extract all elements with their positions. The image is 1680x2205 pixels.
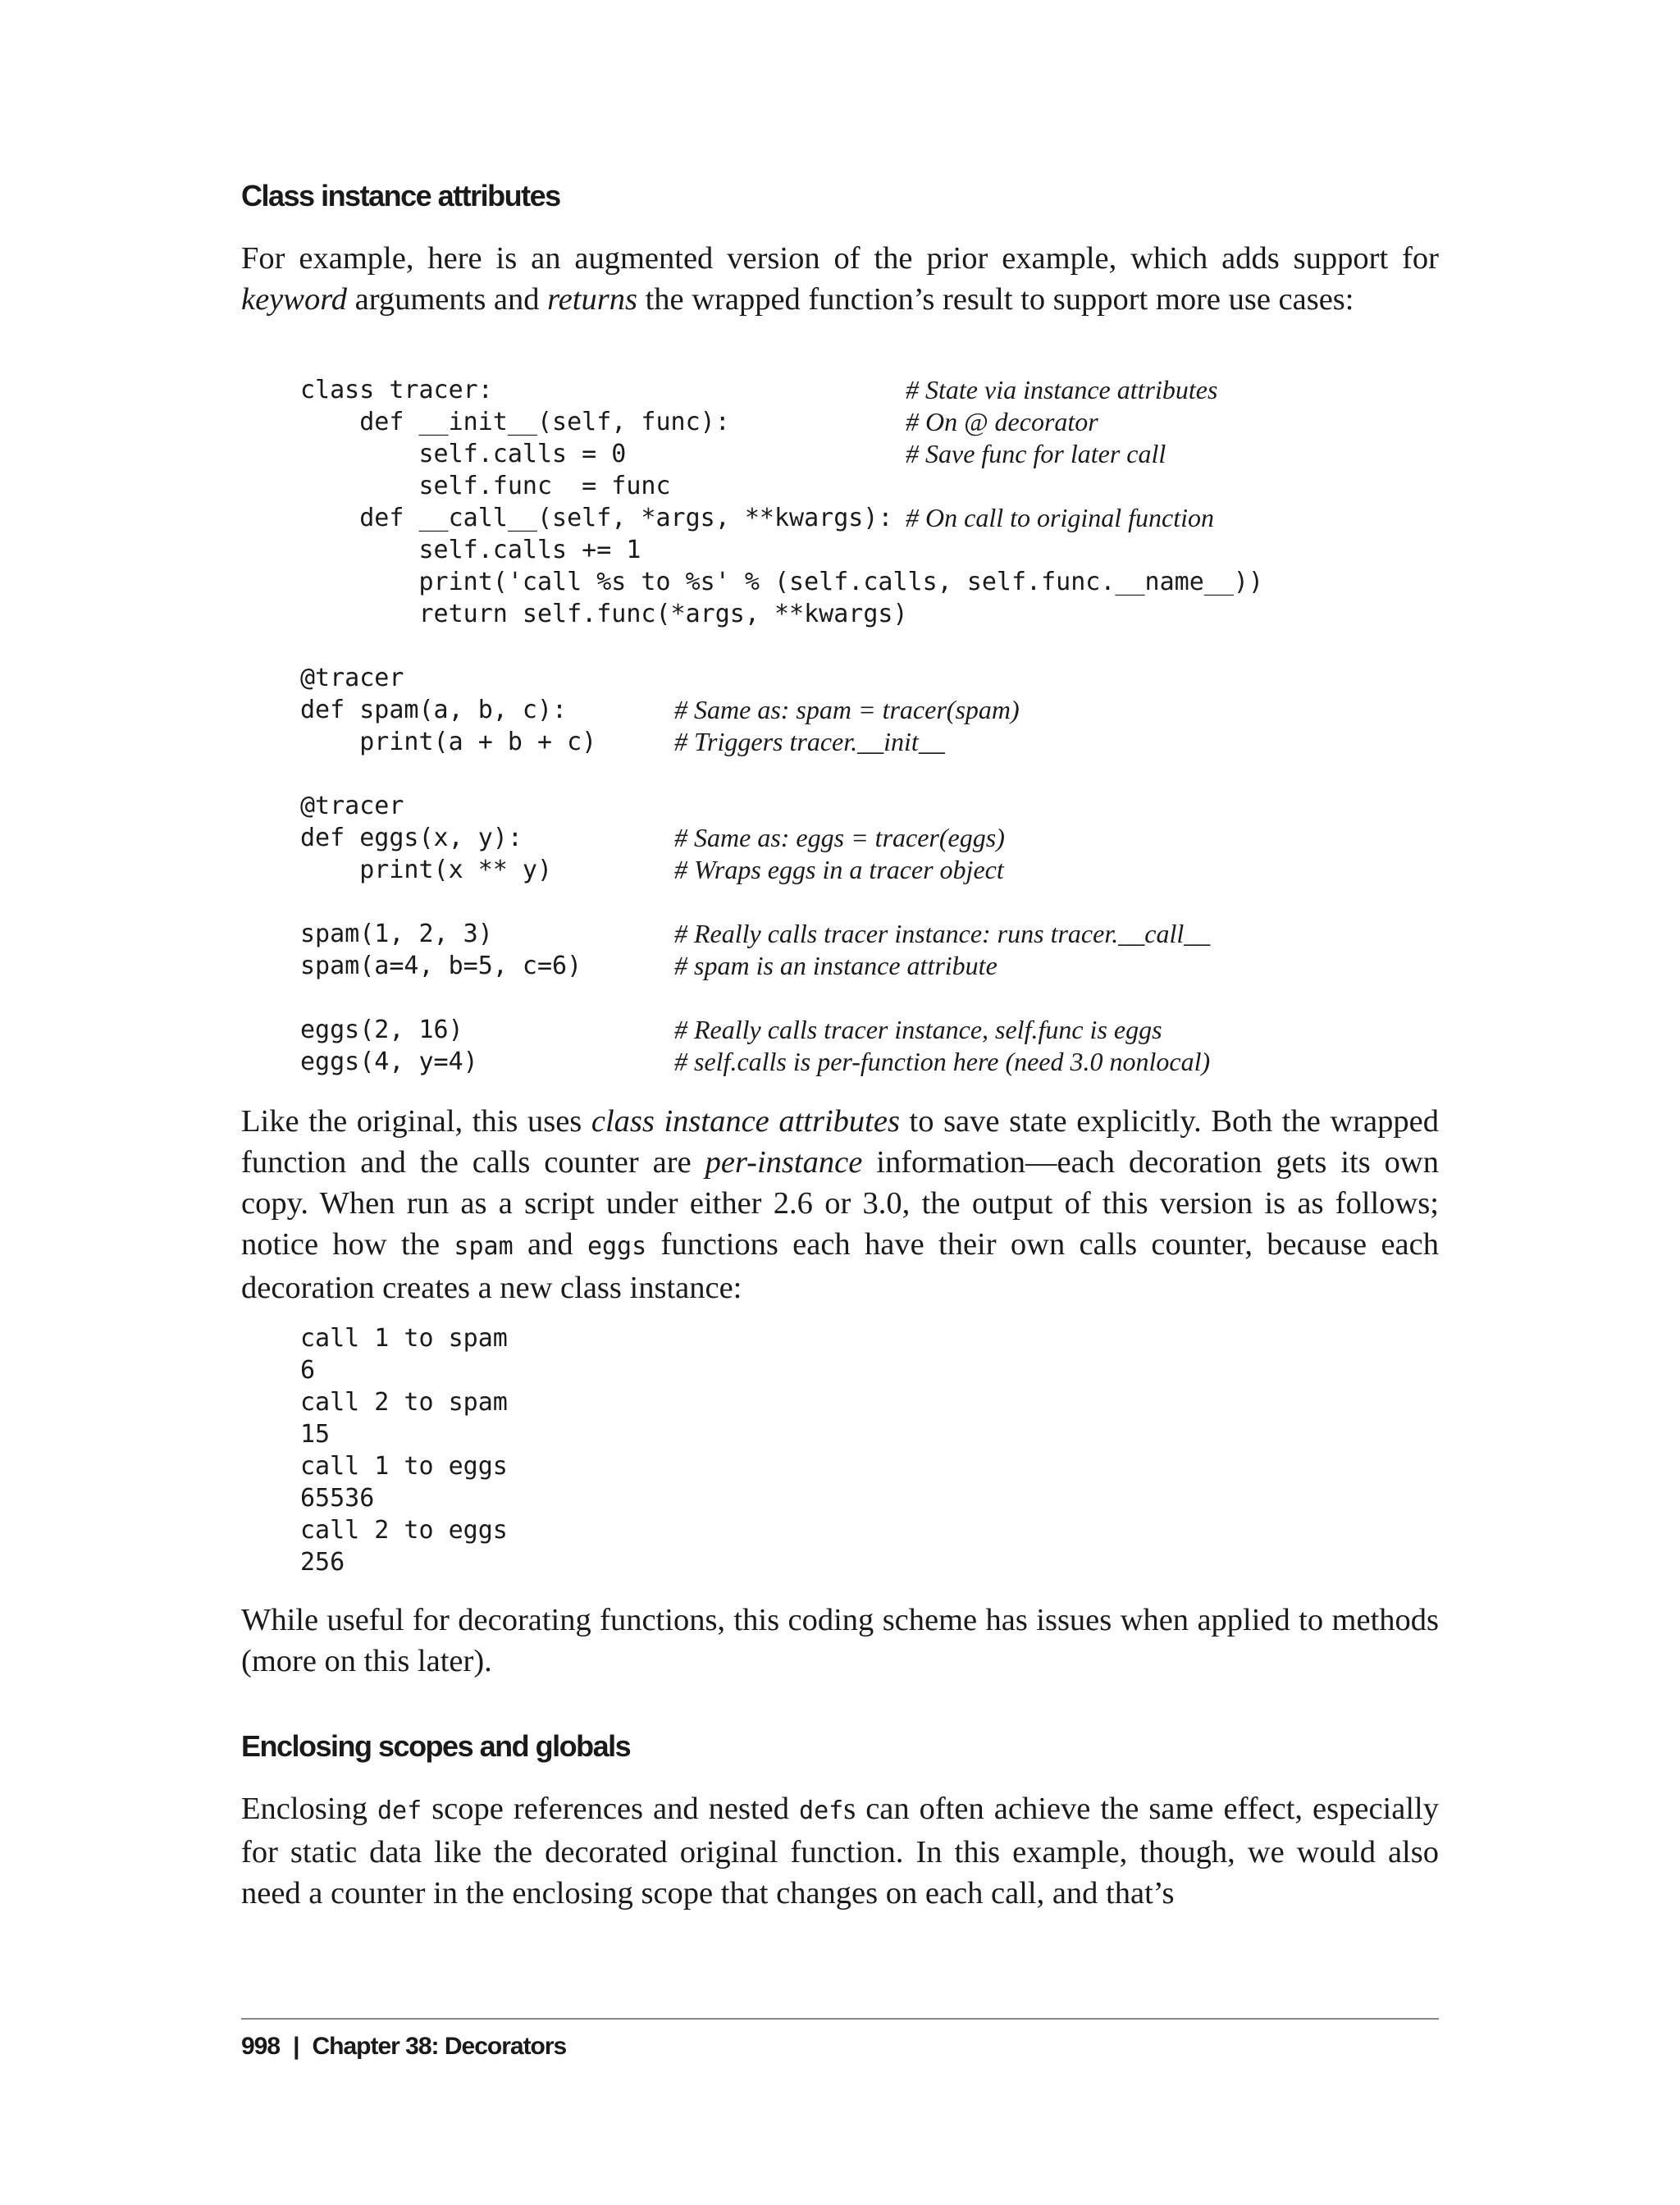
code-text: return self.func(*args, **kwargs) <box>300 600 908 628</box>
code-line <box>300 758 1263 790</box>
code-comment: # Triggers tracer.__init__ <box>674 727 945 756</box>
inline-code-def: def <box>377 1796 422 1825</box>
code-comment: # Same as: eggs = tracer(eggs) <box>674 823 1005 852</box>
text-span: s can often achieve the same effect, especially for static data like the decorated original function. In this example, though, we would also need a counter in the enclosing scope that changes on each call, and that’s <box>241 1792 1439 1911</box>
italic-per-instance: per-instance <box>705 1145 863 1180</box>
page-number: 998 <box>241 2033 281 2060</box>
code-line <box>300 950 1263 982</box>
code-line <box>300 1014 1263 1046</box>
section-heading-class-instance-attributes: Class instance attributes <box>241 179 560 212</box>
page-footer <box>241 2033 566 2061</box>
output-line: call 1 to spam <box>300 1324 508 1353</box>
code-text: eggs(2, 16) <box>300 1016 463 1044</box>
code-comment: # Wraps eggs in a tracer object <box>674 855 1004 884</box>
footer-rule <box>241 2018 1439 2020</box>
text-span: and <box>513 1227 587 1262</box>
code-text: def eggs(x, y): <box>300 824 523 852</box>
code-text: def __init__(self, func): <box>300 408 730 436</box>
code-text: print(x ** y) <box>300 856 553 884</box>
code-text: spam(1, 2, 3) <box>300 920 493 948</box>
code-text: eggs(4, y=4) <box>300 1048 478 1076</box>
output-line: 256 <box>300 1548 345 1577</box>
italic-returns: returns <box>547 282 637 317</box>
text-span: functions each have their own calls counter, because each decoration creates a new class instance: <box>241 1227 1439 1305</box>
code-line <box>300 694 1263 726</box>
code-line <box>300 630 1263 662</box>
code-line <box>300 662 1263 694</box>
enclosing-scopes-paragraph <box>241 1788 1439 1914</box>
code-listing-tracer <box>300 374 1263 1078</box>
code-comment: # State via instance attributes <box>906 375 1218 404</box>
code-line <box>300 374 1263 406</box>
section-heading-enclosing-scopes: Enclosing scopes and globals <box>241 1729 631 1763</box>
text-span: scope references and nested <box>422 1792 800 1826</box>
code-line <box>300 790 1263 822</box>
output-line: 15 <box>300 1420 331 1449</box>
italic-keyword: keyword <box>241 282 347 317</box>
code-line <box>300 502 1263 534</box>
code-comment: # spam is an instance attribute <box>674 951 998 980</box>
output-line: 6 <box>300 1356 316 1385</box>
text-span: to save state explicitly. Both the wrapped function and the calls counter are <box>241 1104 1439 1180</box>
output-line: call 1 to eggs <box>300 1452 508 1481</box>
code-comment: # Same as: spam = tracer(spam) <box>674 695 1020 724</box>
output-line: call 2 to spam <box>300 1388 508 1417</box>
code-line <box>300 406 1263 438</box>
code-text: print('call %s to %s' % (self.calls, self.func.__name__)) <box>300 568 1263 596</box>
inline-code-def: def <box>799 1796 844 1825</box>
code-text: @tracer <box>300 664 404 692</box>
code-line <box>300 598 1263 630</box>
code-line <box>300 726 1263 758</box>
code-line <box>300 854 1263 886</box>
explanation-paragraph <box>241 1101 1439 1308</box>
code-line <box>300 982 1263 1014</box>
code-text: def spam(a, b, c): <box>300 696 568 724</box>
code-comment: # self.calls is per-function here (need 3.0 nonlocal) <box>674 1047 1211 1076</box>
code-line <box>300 470 1263 502</box>
text-span: arguments and <box>347 282 548 317</box>
code-text: class tracer: <box>300 376 493 404</box>
code-text: self.func = func <box>300 472 671 500</box>
code-text: @tracer <box>300 792 404 820</box>
inline-code-eggs: eggs <box>587 1232 647 1261</box>
code-text: spam(a=4, b=5, c=6) <box>300 952 582 980</box>
code-text: self.calls = 0 <box>300 440 627 468</box>
inline-code-spam: spam <box>454 1232 514 1261</box>
chapter-title: Chapter 38: Decorators <box>312 2033 567 2060</box>
code-line <box>300 886 1263 918</box>
text-span: For example, here is an augmented version of the prior example, which adds support for <box>241 241 1439 276</box>
text-span: information—each decoration gets its own copy. When run as a script under either 2.6 or 3.0, the output of this version is as follows; notice how the <box>241 1145 1439 1262</box>
code-line <box>300 566 1263 598</box>
output-line: call 2 to eggs <box>300 1516 508 1545</box>
code-line <box>300 1046 1263 1078</box>
text-span: Like the original, this uses <box>241 1104 591 1139</box>
code-line <box>300 534 1263 566</box>
intro-paragraph <box>241 238 1439 320</box>
text-span: Enclosing <box>241 1792 377 1826</box>
code-comment: # Save func for later call <box>906 439 1166 468</box>
code-line <box>300 918 1263 950</box>
code-comment: # Really calls tracer instance: runs tracer.__call__ <box>674 919 1211 948</box>
code-comment: # Really calls tracer instance, self.func is eggs <box>674 1015 1162 1044</box>
footer-separator: | <box>293 2033 299 2060</box>
code-text: def __call__(self, *args, **kwargs): <box>300 504 893 532</box>
code-comment: # On call to original function <box>906 503 1214 532</box>
code-output-listing <box>300 1322 508 1578</box>
output-line: 65536 <box>300 1484 375 1513</box>
code-comment: # On @ decorator <box>906 407 1098 436</box>
code-text: print(a + b + c) <box>300 728 597 756</box>
closing-paragraph: While useful for decorating functions, this coding scheme has issues when applied to methods (more on this later). <box>241 1603 1439 1678</box>
text-span: the wrapped function’s result to support more use cases: <box>637 282 1354 317</box>
italic-class-instance-attributes: class instance attributes <box>591 1104 900 1139</box>
code-line <box>300 822 1263 854</box>
code-line <box>300 438 1263 470</box>
code-text: self.calls += 1 <box>300 536 641 564</box>
